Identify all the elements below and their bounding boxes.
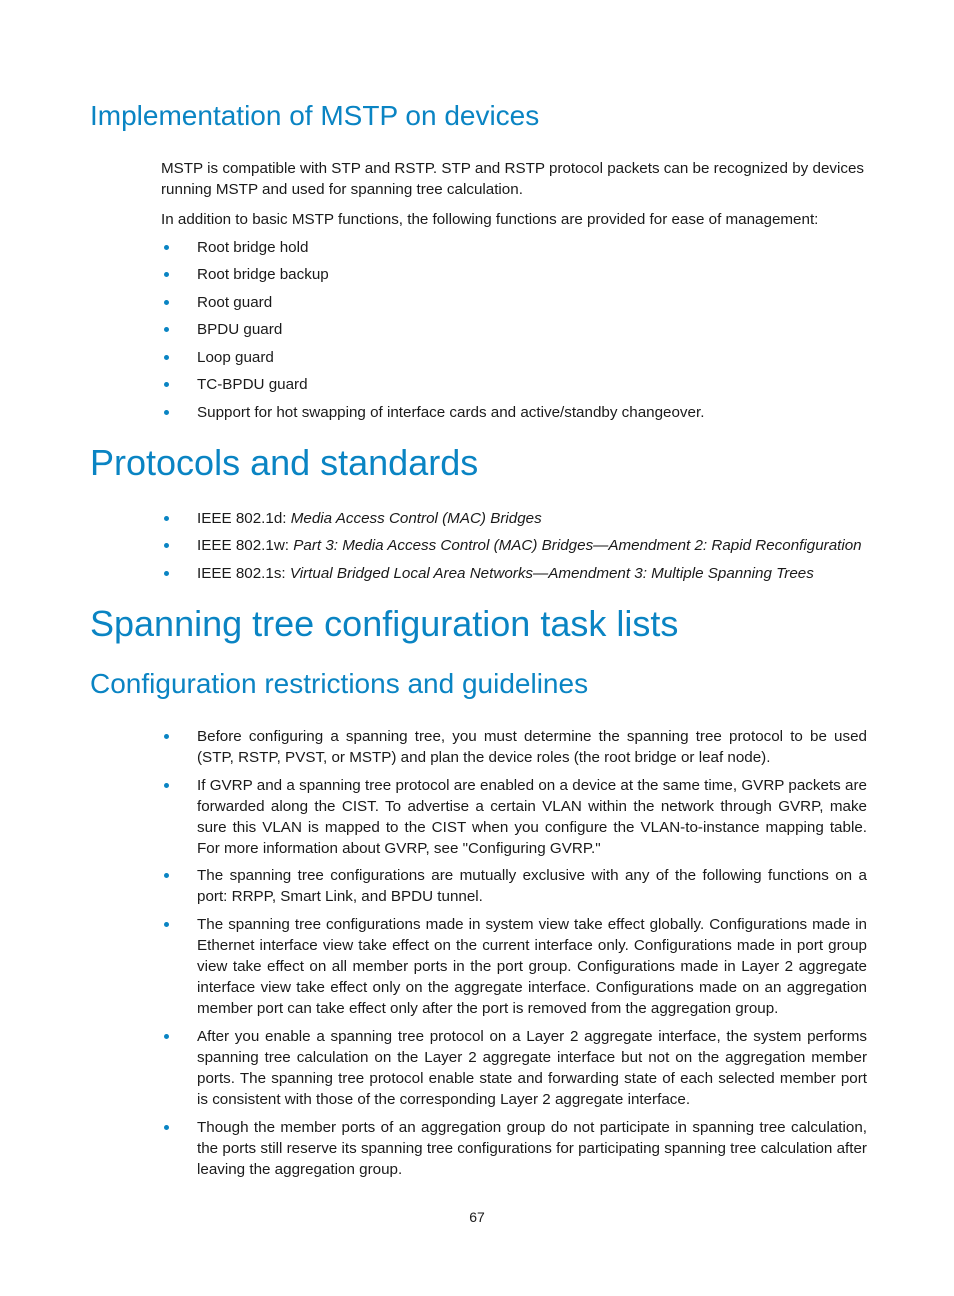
- list-item: The spanning tree configurations are mutually exclusive with any of the following functions on a port: RRPP, Smart Link, and BPDU tunnel.: [197, 865, 867, 907]
- list-item: If GVRP and a spanning tree protocol are enabled on a device at the same time, GVRP packets are forwarded along the CIST. To advertise a certain VLAN within the network through GVRP, make sure this VLAN is mapped to the CIST when you configure the VLAN-to-instance mapping table. For more information about GVRP, see "Configuring GVRP.": [197, 775, 867, 859]
- bullet-icon: [164, 571, 169, 576]
- list-item: BPDU guard: [197, 319, 867, 340]
- bullet-icon: [164, 355, 169, 360]
- list-item: IEEE 802.1d: Media Access Control (MAC) Bridges: [197, 508, 867, 529]
- bullet-icon: [164, 873, 169, 878]
- list-item: Root guard: [197, 292, 867, 313]
- bullet-icon: [164, 516, 169, 521]
- bullet-icon: [164, 1034, 169, 1039]
- bullet-icon: [164, 382, 169, 387]
- list-item: IEEE 802.1w: Part 3: Media Access Control (MAC) Bridges—Amendment 2: Rapid Reconfiguration: [197, 535, 867, 556]
- section-heading-mstp-implementation: Implementation of MSTP on devices: [90, 100, 540, 131]
- section-heading-protocols-standards: Protocols and standards: [90, 442, 479, 483]
- list-item: Loop guard: [197, 347, 867, 368]
- list-item: Before configuring a spanning tree, you must determine the spanning tree protocol to be used (STP, RSTP, PVST, or MSTP) and plan the device roles (the root bridge or leaf node).: [197, 726, 867, 768]
- bullet-icon: [164, 245, 169, 250]
- bullet-icon: [164, 300, 169, 305]
- list-item: Root bridge hold: [197, 237, 867, 258]
- bullet-icon: [164, 410, 169, 415]
- bullet-icon: [164, 734, 169, 739]
- page-number: 67: [469, 1209, 485, 1225]
- list-item: TC-BPDU guard: [197, 374, 867, 395]
- bullet-icon: [164, 922, 169, 927]
- list-item: Though the member ports of an aggregation group do not participate in spanning tree calculation, the ports still reserve its spanning tree configurations for participating spanning tree calculation after leaving the aggregation group.: [197, 1117, 867, 1180]
- section-heading-restrictions: Configuration restrictions and guidelines: [90, 668, 589, 699]
- list-item: After you enable a spanning tree protocol on a Layer 2 aggregate interface, the system performs spanning tree calculation on the Layer 2 aggregate interface but not on the aggregation member ports. The spanning tree protocol enable state and forwarding state of each selected member port is consistent with those of the corresponding Layer 2 aggregate interface.: [197, 1026, 867, 1110]
- list-item: Support for hot swapping of interface cards and active/standby changeover.: [197, 402, 867, 423]
- bullet-icon: [164, 783, 169, 788]
- list-item: The spanning tree configurations made in system view take effect globally. Configurations made in Ethernet interface view take effect on the current interface only. Configurations made in port group view take effect on all member ports in the port group. Configurations made in Layer 2 aggregate interface view take effect only on the aggregate interface. Configurations made on an aggregation member port can take effect only after the port is removed from the aggregation group.: [197, 914, 867, 1019]
- section-heading-task-lists: Spanning tree configuration task lists: [90, 603, 679, 644]
- list-item: Root bridge backup: [197, 264, 867, 285]
- list-item: IEEE 802.1s: Virtual Bridged Local Area Networks—Amendment 3: Multiple Spanning Trees: [197, 563, 867, 584]
- bullet-icon: [164, 543, 169, 548]
- bullet-icon: [164, 327, 169, 332]
- bullet-icon: [164, 1125, 169, 1130]
- bullet-icon: [164, 272, 169, 277]
- paragraph-mstp-compat: MSTP is compatible with STP and RSTP. STP and RSTP protocol packets can be recognized by devices running MSTP and used for spanning tree calculation.: [161, 160, 864, 198]
- paragraph-functions-intro: In addition to basic MSTP functions, the following functions are provided for ease of management:: [161, 211, 819, 228]
